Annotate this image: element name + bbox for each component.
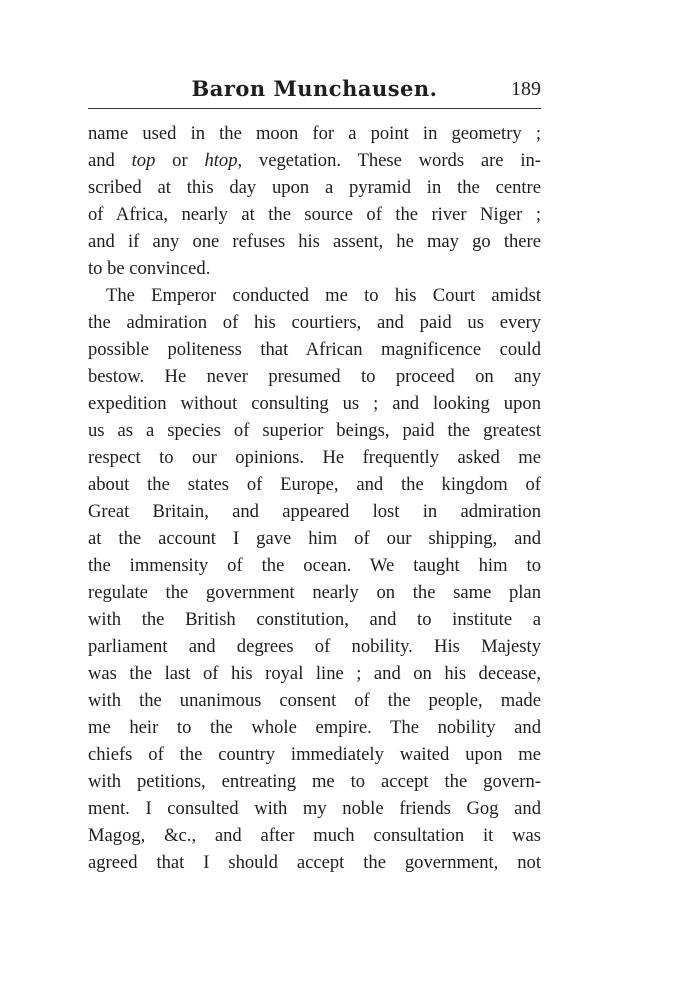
text-line: name used in the moon for a point in geometry ; (88, 123, 541, 144)
text-line: The Emperor conducted me to his Court amidst (106, 285, 541, 306)
text-line: at the account I gave him of our shipping, and (88, 528, 541, 549)
text-line: Magog, &c., and after much consultation it was (88, 825, 541, 846)
text-line: with the unanimous consent of the people, made (88, 690, 541, 711)
text-line: possible politeness that African magnificence could (88, 339, 541, 360)
text-line (88, 147, 541, 174)
text-line: Great Britain, and appeared lost in admiration (88, 501, 541, 522)
text-line: agreed that I should accept the government, not (88, 852, 541, 873)
page-number: 189 (511, 78, 541, 100)
text-line: was the last of his royal line ; and on his decease, (88, 663, 541, 684)
text-line: chiefs of the country immediately waited upon me (88, 744, 541, 765)
italic-word: top (131, 150, 156, 171)
text-line: me heir to the whole empire. The nobility and (88, 717, 541, 738)
body-text (88, 120, 541, 876)
running-title: Baron Munchausen. (191, 76, 438, 101)
text-line: parliament and degrees of nobility. His Majesty (88, 636, 541, 657)
page-header (88, 70, 541, 106)
text-segment: or (155, 150, 205, 171)
text-line: expedition without consulting us ; and looking upon (88, 393, 541, 414)
text-line: of Africa, nearly at the source of the river Niger ; (88, 204, 541, 225)
text-line: with petitions, entreating me to accept the govern- (88, 771, 541, 792)
text-line: the immensity of the ocean. We taught him to (88, 555, 541, 576)
text-line: us as a species of superior beings, paid the greatest (88, 420, 541, 441)
text-line: the admiration of his courtiers, and paid us every (88, 312, 541, 333)
text-line: respect to our opinions. He frequently asked me (88, 447, 541, 468)
text-line: regulate the government nearly on the same plan (88, 582, 541, 603)
text-segment: and (88, 150, 132, 171)
text-line: bestow. He never presumed to proceed on any (88, 366, 541, 387)
header-rule (88, 108, 541, 109)
text-line: about the states of Europe, and the kingdom of (88, 474, 541, 495)
text-segment: , vegetation. These words are in- (237, 150, 541, 171)
italic-word: htop (204, 150, 238, 171)
text-line: ment. I consulted with my noble friends Gog and (88, 798, 541, 819)
text-line: to be convinced. (88, 258, 211, 279)
text-line: scribed at this day upon a pyramid in the centre (88, 177, 541, 198)
text-line: with the British constitution, and to institute a (88, 609, 541, 630)
text-line: and if any one refuses his assent, he may go there (88, 231, 541, 252)
